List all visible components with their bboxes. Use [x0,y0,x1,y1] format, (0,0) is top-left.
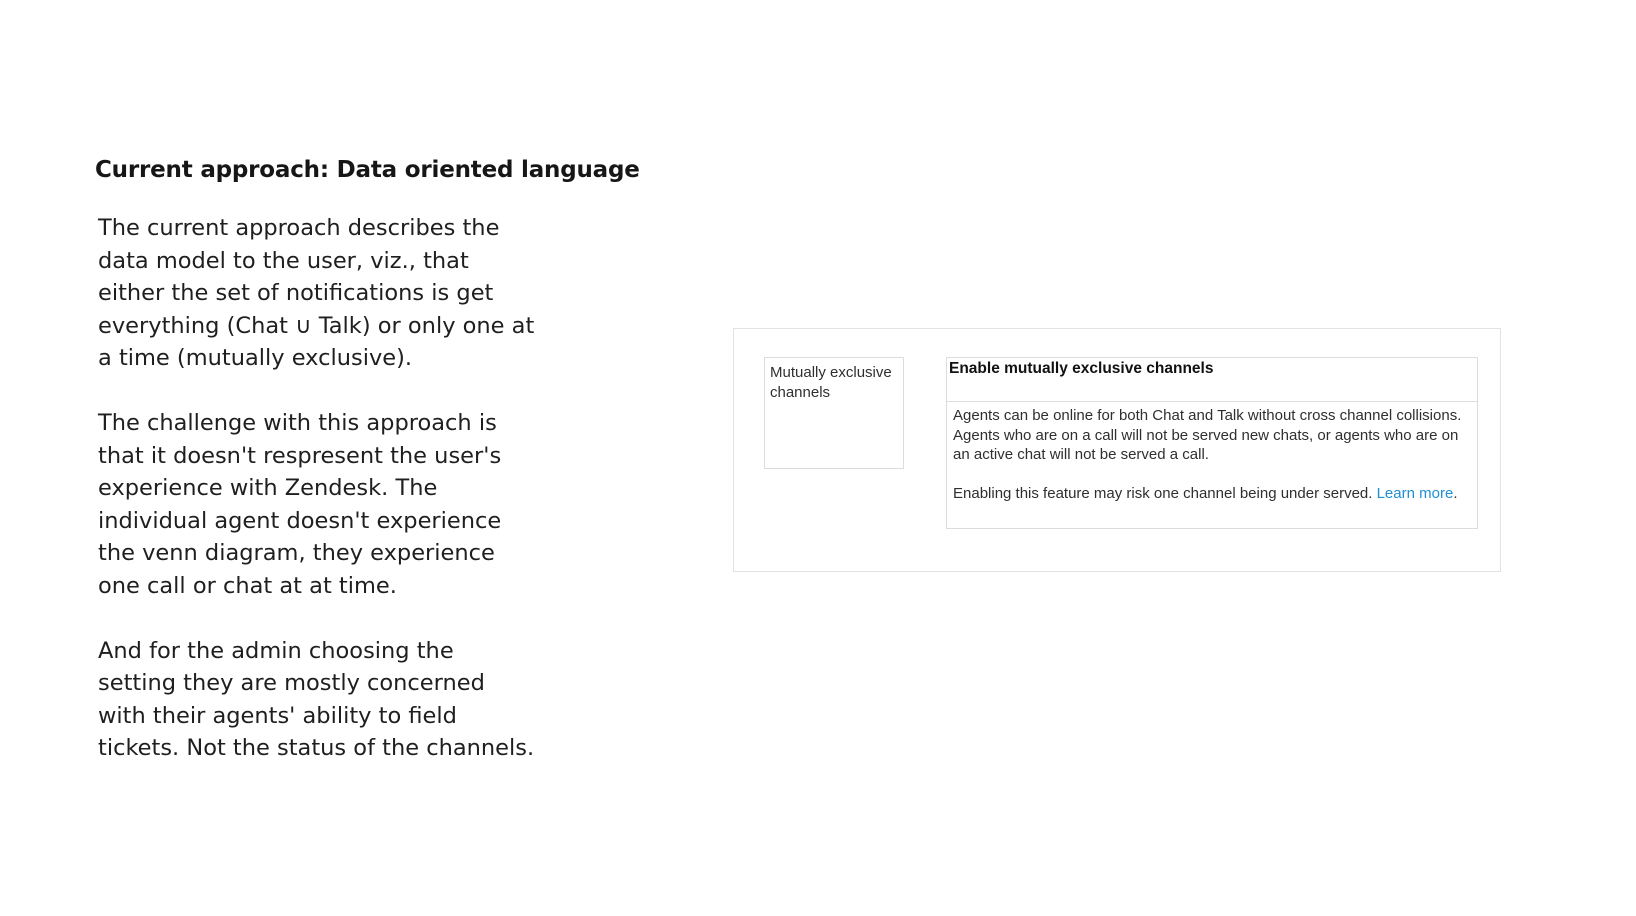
body-paragraph: The challenge with this approach is that it doesn't respresent the user's experience with Zendesk. The individual agent doesn't experience the venn diagram, they experience one call or chat at at time. [98,410,502,599]
warning-text: Enabling this feature may risk one channel being under served. [953,485,1377,502]
setting-card [946,357,1478,529]
slide-title: Current approach: Data oriented language [95,157,640,183]
setting-description: Agents can be online for both Chat and Talk without cross channel collisions. Agents who are on a call will not be served new chats, or agents who are on an active chat will not be served a call. [953,407,1462,463]
setting-card-body [947,402,1477,508]
learn-more-link[interactable]: Learn more [1376,485,1454,502]
body-paragraph: The current approach describes the data model to the user, viz., that either the set of notifications is get everything (Chat ∪ Talk) or only one at a time (mutually exclusive). [98,215,535,371]
settings-mockup-panel [733,328,1501,572]
body-paragraph: And for the admin choosing the setting they are mostly concerned with their agents' ability to field tickets. Not the status of the channels. [98,637,535,761]
setting-warning [953,484,1471,504]
slide-body [98,212,538,765]
setting-card-title: Enable mutually exclusive channels [947,358,1477,402]
warning-end: . [1453,485,1458,502]
setting-label: Mutually exclusive channels [764,357,904,469]
